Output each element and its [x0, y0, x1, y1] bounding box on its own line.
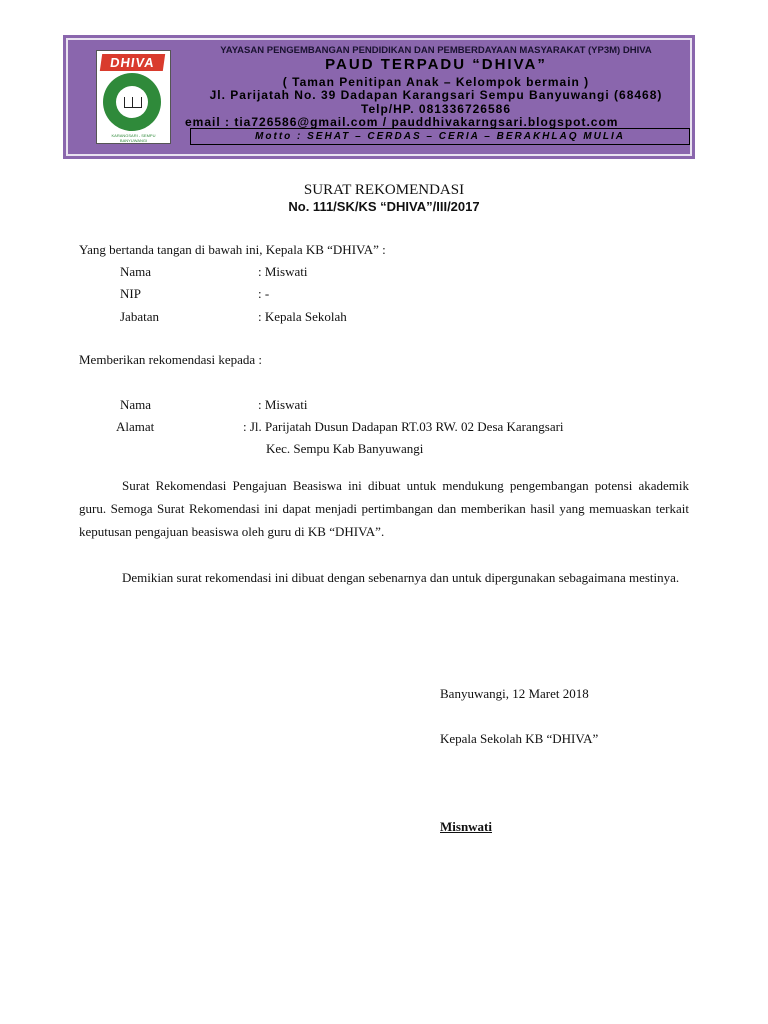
paragraph-closing — [79, 566, 689, 589]
recommend-intro: Memberikan rekomendasi kepada : — [79, 352, 263, 367]
recipient-name-value: : Miswati — [258, 397, 308, 412]
signer-title: Kepala Sekolah KB “DHIVA” — [440, 731, 599, 746]
institution-phone: Telp/HP. 081336726586 — [361, 102, 511, 116]
institution-name: PAUD TERPADU “DHIVA” — [325, 56, 547, 73]
book-icon — [124, 97, 142, 108]
letter-title: SURAT REKOMENDASI — [303, 182, 465, 198]
signer-signature-name: Misnwati — [440, 819, 492, 834]
logo-caption: KARANGSARI - SEMPU BANYUWANGI — [111, 133, 156, 143]
paragraph-purpose — [79, 474, 689, 543]
signer-nip-label: NIP — [120, 286, 141, 301]
logo-emblem-center — [116, 86, 148, 118]
paragraph-closing-text: Demikian surat rekomendasi ini dibuat dengan sebenarnya dan untuk dipergunakan sebagaimana mestinya. — [122, 570, 680, 585]
signer-name-label: Nama — [120, 264, 152, 279]
letter-number: No. 111/SK/KS “DHIVA”/III/2017 — [288, 199, 480, 214]
recipient-address-line1: : Jl. Parijatah Dusun Dadapan RT.03 RW. 02 Desa Karangsari — [243, 419, 564, 434]
signer-position-value: : Kepala Sekolah — [258, 309, 347, 324]
logo-emblem — [103, 73, 161, 131]
signer-position-label: Jabatan — [120, 309, 159, 324]
intro-text: Yang bertanda tangan di bawah ini, Kepala KB “DHIVA” : — [79, 242, 386, 257]
place-date: Banyuwangi, 12 Maret 2018 — [440, 686, 589, 701]
recipient-address-label: Alamat — [116, 419, 155, 434]
institution-email: email : tia726586@gmail.com / pauddhivakarngsari.blogspot.com — [185, 115, 619, 129]
recipient-address-line2: Kec. Sempu Kab Banyuwangi — [266, 441, 424, 456]
paragraph-purpose-text: Surat Rekomendasi Pengajuan Beasiswa ini dibuat untuk mendukung pengembangan potensi akademik guru. Semoga Surat Rekomendasi ini dapat menjadi pertimbangan dan memberikan hasil yang memuaskan terkait keputusan pengajuan beasiswa oleh guru di KB “DHIVA”. — [79, 478, 689, 539]
recipient-name-label: Nama — [120, 397, 152, 412]
institution-subtitle: ( Taman Penitipan Anak – Kelompok bermain ) — [282, 75, 590, 89]
signer-name-value: : Miswati — [258, 264, 308, 279]
school-logo — [96, 50, 171, 144]
institution-address: Jl. Parijatah No. 39 Dadapan Karangsari Sempu Banyuwangi (68468) — [209, 88, 663, 102]
logo-wordmark: DHIVA — [100, 54, 165, 71]
motto-box: Motto : SEHAT – CERDAS – CERIA – BERAKHLAQ MULIA — [190, 128, 690, 145]
organization-name: YAYASAN PENGEMBANGAN PENDIDIKAN DAN PEMBERDAYAAN MASYARAKAT (YP3M) DHIVA — [220, 45, 652, 56]
signer-nip-value: : - — [258, 286, 270, 301]
letterhead — [63, 35, 695, 159]
